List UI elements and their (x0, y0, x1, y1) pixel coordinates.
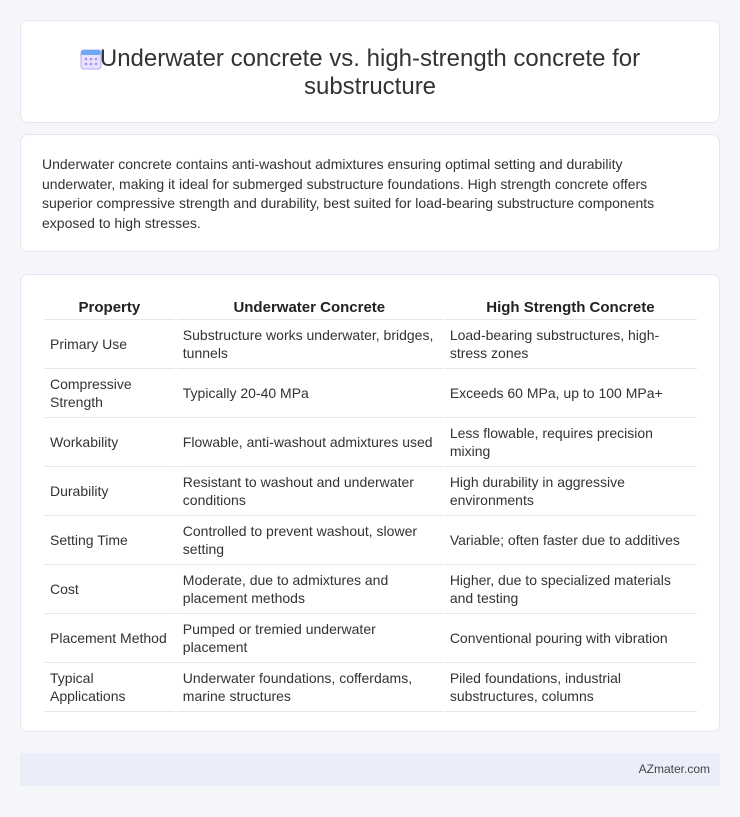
high-strength-cell: Load-bearing substructures, high-stress zones (444, 320, 697, 369)
table-header-row (44, 295, 697, 320)
table-row (44, 565, 697, 614)
property-cell: Setting Time (44, 516, 175, 565)
underwater-cell: Resistant to washout and underwater conditions (177, 467, 442, 516)
underwater-cell: Moderate, due to admixtures and placement methods (177, 565, 442, 614)
summary-card (20, 134, 720, 252)
property-cell: Placement Method (44, 614, 175, 663)
title-card (20, 20, 720, 123)
table-row (44, 418, 697, 467)
property-cell: Compressive Strength (44, 369, 175, 418)
comparison-card (20, 274, 720, 732)
high-strength-cell: Less flowable, requires precision mixing (444, 418, 697, 467)
page-title: Underwater concrete vs. high-strength concrete for substructure (99, 45, 641, 100)
column-header-property: Property (44, 295, 175, 320)
footer-bar (20, 753, 720, 786)
high-strength-cell: Piled foundations, industrial substructures, columns (444, 663, 697, 712)
table-row (44, 369, 697, 418)
underwater-cell: Flowable, anti-washout admixtures used (177, 418, 442, 467)
high-strength-cell: High durability in aggressive environments (444, 467, 697, 516)
footer-brand: AZmater.com (638, 762, 710, 776)
table-row (44, 320, 697, 369)
column-header-high-strength: High Strength Concrete (444, 295, 697, 320)
underwater-cell: Typically 20-40 MPa (177, 369, 442, 418)
property-cell: Typical Applications (44, 663, 175, 712)
property-cell: Primary Use (44, 320, 175, 369)
underwater-cell: Substructure works underwater, bridges, tunnels (177, 320, 442, 369)
underwater-cell: Underwater foundations, cofferdams, marine structures (177, 663, 442, 712)
column-header-underwater: Underwater Concrete (177, 295, 442, 320)
summary-text: Underwater concrete contains anti-washout admixtures ensuring optimal setting and durability underwater, making it ideal for submerged substructure foundations. High strength concrete offers superior compressive strength and durability, best suited for load-bearing substructure components exposed to high stresses. (42, 156, 655, 231)
high-strength-cell: Exceeds 60 MPa, up to 100 MPa+ (444, 369, 697, 418)
underwater-cell: Controlled to prevent washout, slower setting (177, 516, 442, 565)
property-cell: Cost (44, 565, 175, 614)
table-row (44, 516, 697, 565)
table-row (44, 467, 697, 516)
comparison-table (42, 295, 699, 712)
high-strength-cell: Conventional pouring with vibration (444, 614, 697, 663)
table-row (44, 614, 697, 663)
property-cell: Workability (44, 418, 175, 467)
high-strength-cell: Higher, due to specialized materials and testing (444, 565, 697, 614)
table-row (44, 663, 697, 712)
high-strength-cell: Variable; often faster due to additives (444, 516, 697, 565)
property-cell: Durability (44, 467, 175, 516)
underwater-cell: Pumped or tremied underwater placement (177, 614, 442, 663)
